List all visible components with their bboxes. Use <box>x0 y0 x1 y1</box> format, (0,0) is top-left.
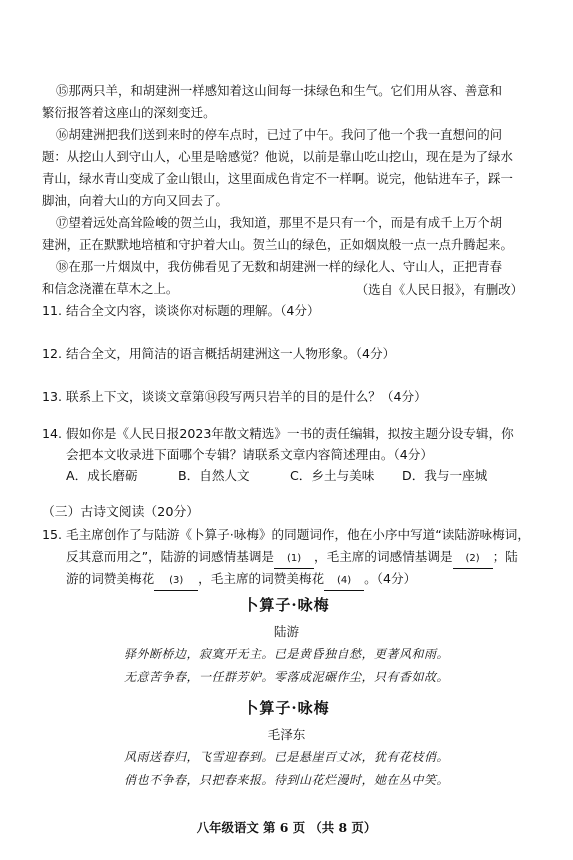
question-13: 13. 联系上下文，谈谈文章第⑭段写两只岩羊的目的是什么？（4分） <box>42 389 427 404</box>
passage-paragraph-16-line-3: 青山，绿水青山变成了金山银山，这里面成色肯定不一样啊。说完，他钻进车子，踩一 <box>42 171 513 186</box>
poem-1-line-1: 驿外断桥边，寂寞开无主。已是黄昏独自愁，更著风和雨。 <box>123 647 449 661</box>
poem-1-author: 陆游 <box>273 624 300 639</box>
passage-paragraph-15-line-2: 繁衍报答着这座山的深刻变迁。 <box>42 105 216 120</box>
question-15-line-3 <box>66 570 416 591</box>
poem-1-line-2: 无意苦争春，一任群芳妒。零落成泥碾作尘，只有香如故。 <box>123 670 449 684</box>
question-14-options <box>66 467 514 485</box>
passage-paragraph-16-line-1: ⑯胡建洲把我们送到来时的停车点时，已过了中午。我问了他一个我一直想问的问 <box>56 127 503 142</box>
poem-2-title: 卜算子·咏梅 <box>243 699 330 717</box>
passage-source: （选自《人民日报》，有删改） <box>355 282 523 297</box>
q15-text-d: 游的词赞美梅花 <box>66 571 155 586</box>
answer-blank-2[interactable]: (2) <box>453 550 493 569</box>
poem-1-title: 卜算子·咏梅 <box>243 596 330 614</box>
passage-paragraph-18-line-2: 和信念浇灌在草木之上。 <box>42 281 179 296</box>
answer-blank-3[interactable]: (3) <box>154 572 198 591</box>
q15-text-b: ，毛主席的词感情基调是 <box>314 549 453 564</box>
passage-paragraph-17-line-2: 建洲，正在默默地培植和守护着大山。贺兰山的绿色，正如烟岚般一点一点升腾起来。 <box>42 237 513 252</box>
q15-text-f: 。（4分） <box>364 571 417 586</box>
answer-blank-1[interactable]: (1) <box>274 550 314 569</box>
section-3-heading: （三）古诗文阅读（20分） <box>42 505 200 520</box>
option-c: C．乡土与美味 <box>290 468 375 483</box>
passage-paragraph-15-line-1: ⑮那两只羊，和胡建洲一样感知着这山间每一抹绿色和生气。它们用从容、善意和 <box>56 83 503 98</box>
passage-paragraph-18-line-1: ⑱在那一片烟岚中，我仿佛看见了无数和胡建洲一样的绿化人、守山人，正把青春 <box>56 259 503 274</box>
question-12: 12. 结合全文，用简洁的语言概括胡建洲这一人物形象。（4分） <box>42 346 396 361</box>
question-14-line-1: 14. 假如你是《人民日报2023年散文精选》一书的责任编辑，拟按主题分设专辑，你 <box>42 426 514 441</box>
question-11: 11. 结合全文内容，谈谈你对标题的理解。（4分） <box>42 303 320 318</box>
page-footer: 八年级语文 第 6 页 （共 8 页） <box>196 820 377 835</box>
q15-text-e: ，毛主席的词赞美梅花 <box>198 571 325 586</box>
question-15-line-2 <box>66 548 518 569</box>
poem-2-line-1: 风雨送春归，飞雪迎春到。已是悬崖百丈冰，犹有花枝俏。 <box>123 750 449 764</box>
passage-paragraph-16-line-2: 题：从挖山人到守山人，心里是啥感觉？他说，以前是靠山吃山挖山，现在是为了绿水 <box>42 149 513 164</box>
poem-2-line-2: 俏也不争春，只把春来报。待到山花烂漫时，她在丛中笑。 <box>123 773 449 787</box>
option-a: A．成长磨砺 <box>66 468 138 483</box>
option-b: B．自然人文 <box>178 468 250 483</box>
question-14-line-2: 会把本文收录进下面哪个专辑？请联系文章内容简述理由。（4分） <box>66 447 433 462</box>
answer-blank-4[interactable]: (4) <box>324 572 364 591</box>
passage-paragraph-16-line-4: 脚油，向着大山的方向又回去了。 <box>42 193 228 208</box>
passage-paragraph-17-line-1: ⑰望着远处高耸险峻的贺兰山，我知道，那里不是只有一个，而是有成千上万个胡 <box>56 215 503 230</box>
option-d: D．我与一座城 <box>402 468 488 483</box>
question-15-line-1: 15. 毛主席创作了与陆游《卜算子·咏梅》的同题词作，他在小序中写道“读陆游咏梅词， <box>42 527 530 542</box>
q15-text-a: 反其意而用之”，陆游的词感情基调是 <box>66 549 275 564</box>
q15-text-c: ；陆 <box>492 549 518 564</box>
poem-2-author: 毛泽东 <box>267 727 306 742</box>
